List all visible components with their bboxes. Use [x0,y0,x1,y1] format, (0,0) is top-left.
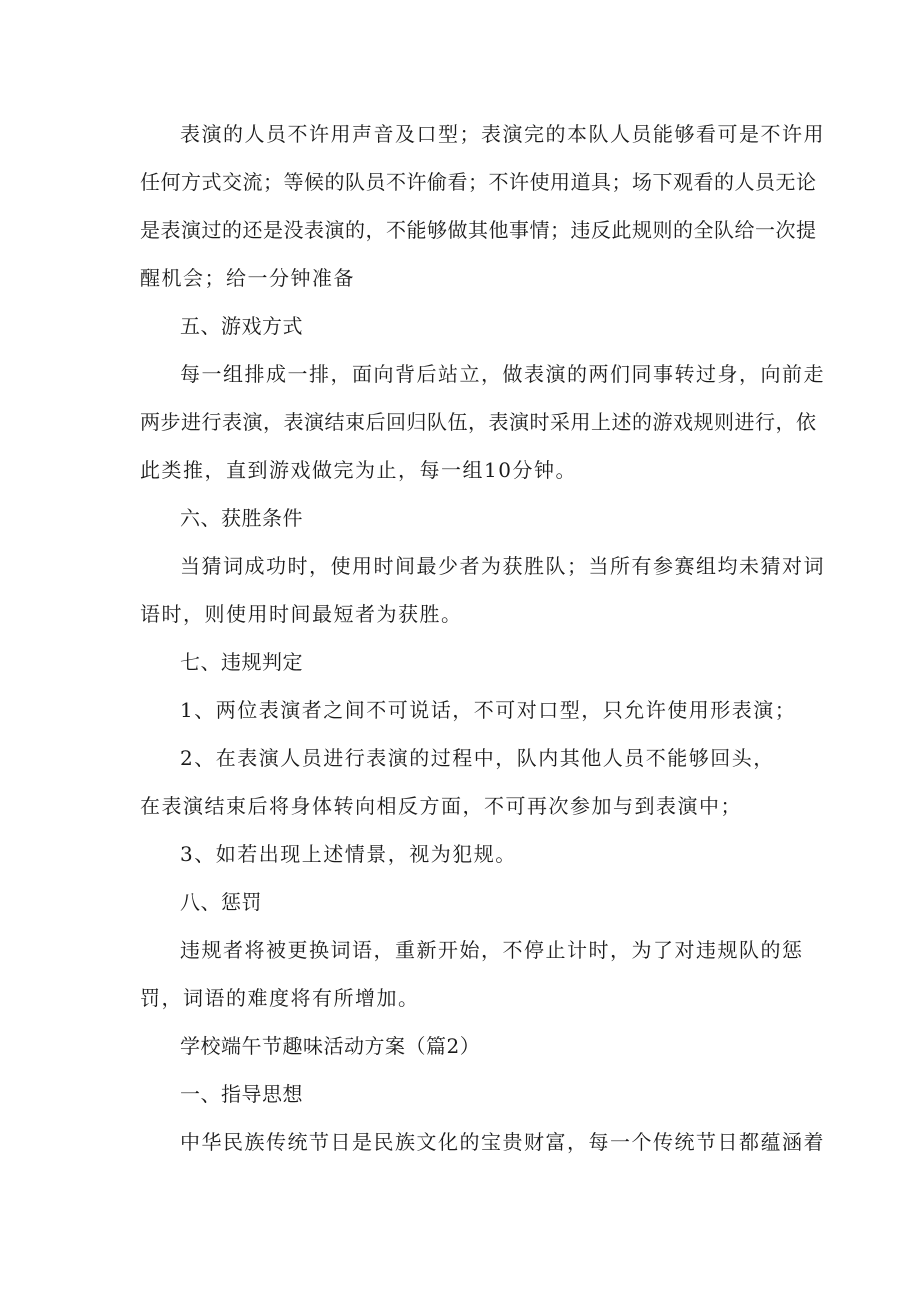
list-item: 2、在表演人员进行表演的过程中，队内其他人员不能够回头， [180,746,775,770]
paragraph-line: 每一组排成一排，面向背后站立，做表演的两们同事转过身，向前走 [180,362,825,386]
paragraph-line: 罚，词语的难度将有所增加。 [140,986,420,1010]
section-heading: 一、指导思想 [180,1082,303,1106]
document-title: 学校端午节趣味活动方案（篇2） [180,1034,481,1058]
paragraph-line: 违规者将被更换词语，重新开始，不停止计时，为了对违规队的惩 [180,938,804,962]
paragraph-line: 任何方式交流；等候的队员不许偷看；不许使用道具；场下观看的人员无论 [140,170,817,194]
paragraph-line: 表演的人员不许用声音及口型；表演完的本队人员能够看可是不许用 [180,122,825,146]
paragraph-line: 此类推，直到游戏做完为止，每一组10分钟。 [140,458,577,482]
paragraph-line: 当猜词成功时，使用时间最少者为获胜队；当所有参赛组均未猜对词 [180,554,825,578]
paragraph-line: 中华民族传统节日是民族文化的宝贵财富，每一个传统节日都蕴涵着 [180,1130,825,1154]
list-item: 3、如若出现上述情景，视为犯规。 [180,842,517,866]
section-heading: 六、获胜条件 [180,506,303,530]
paragraph-line: 醒机会；给一分钟准备 [140,266,355,290]
section-heading: 八、惩罚 [180,890,262,914]
paragraph-line: 是表演过的还是没表演的，不能够做其他事情；违反此规则的全队给一次提 [140,218,817,242]
paragraph-line: 语时，则使用时间最短者为获胜。 [140,602,463,626]
section-heading: 五、游戏方式 [180,314,303,338]
paragraph-line: 两步进行表演，表演结束后回归队伍，表演时采用上述的游戏规则进行，依 [140,410,817,434]
list-item: 1、两位表演者之间不可说话，不可对口型，只允许使用形表演； [180,698,797,722]
paragraph-line: 在表演结束后将身体转向相反方面，不可再次参加与到表演中； [140,794,742,818]
section-heading: 七、违规判定 [180,650,303,674]
